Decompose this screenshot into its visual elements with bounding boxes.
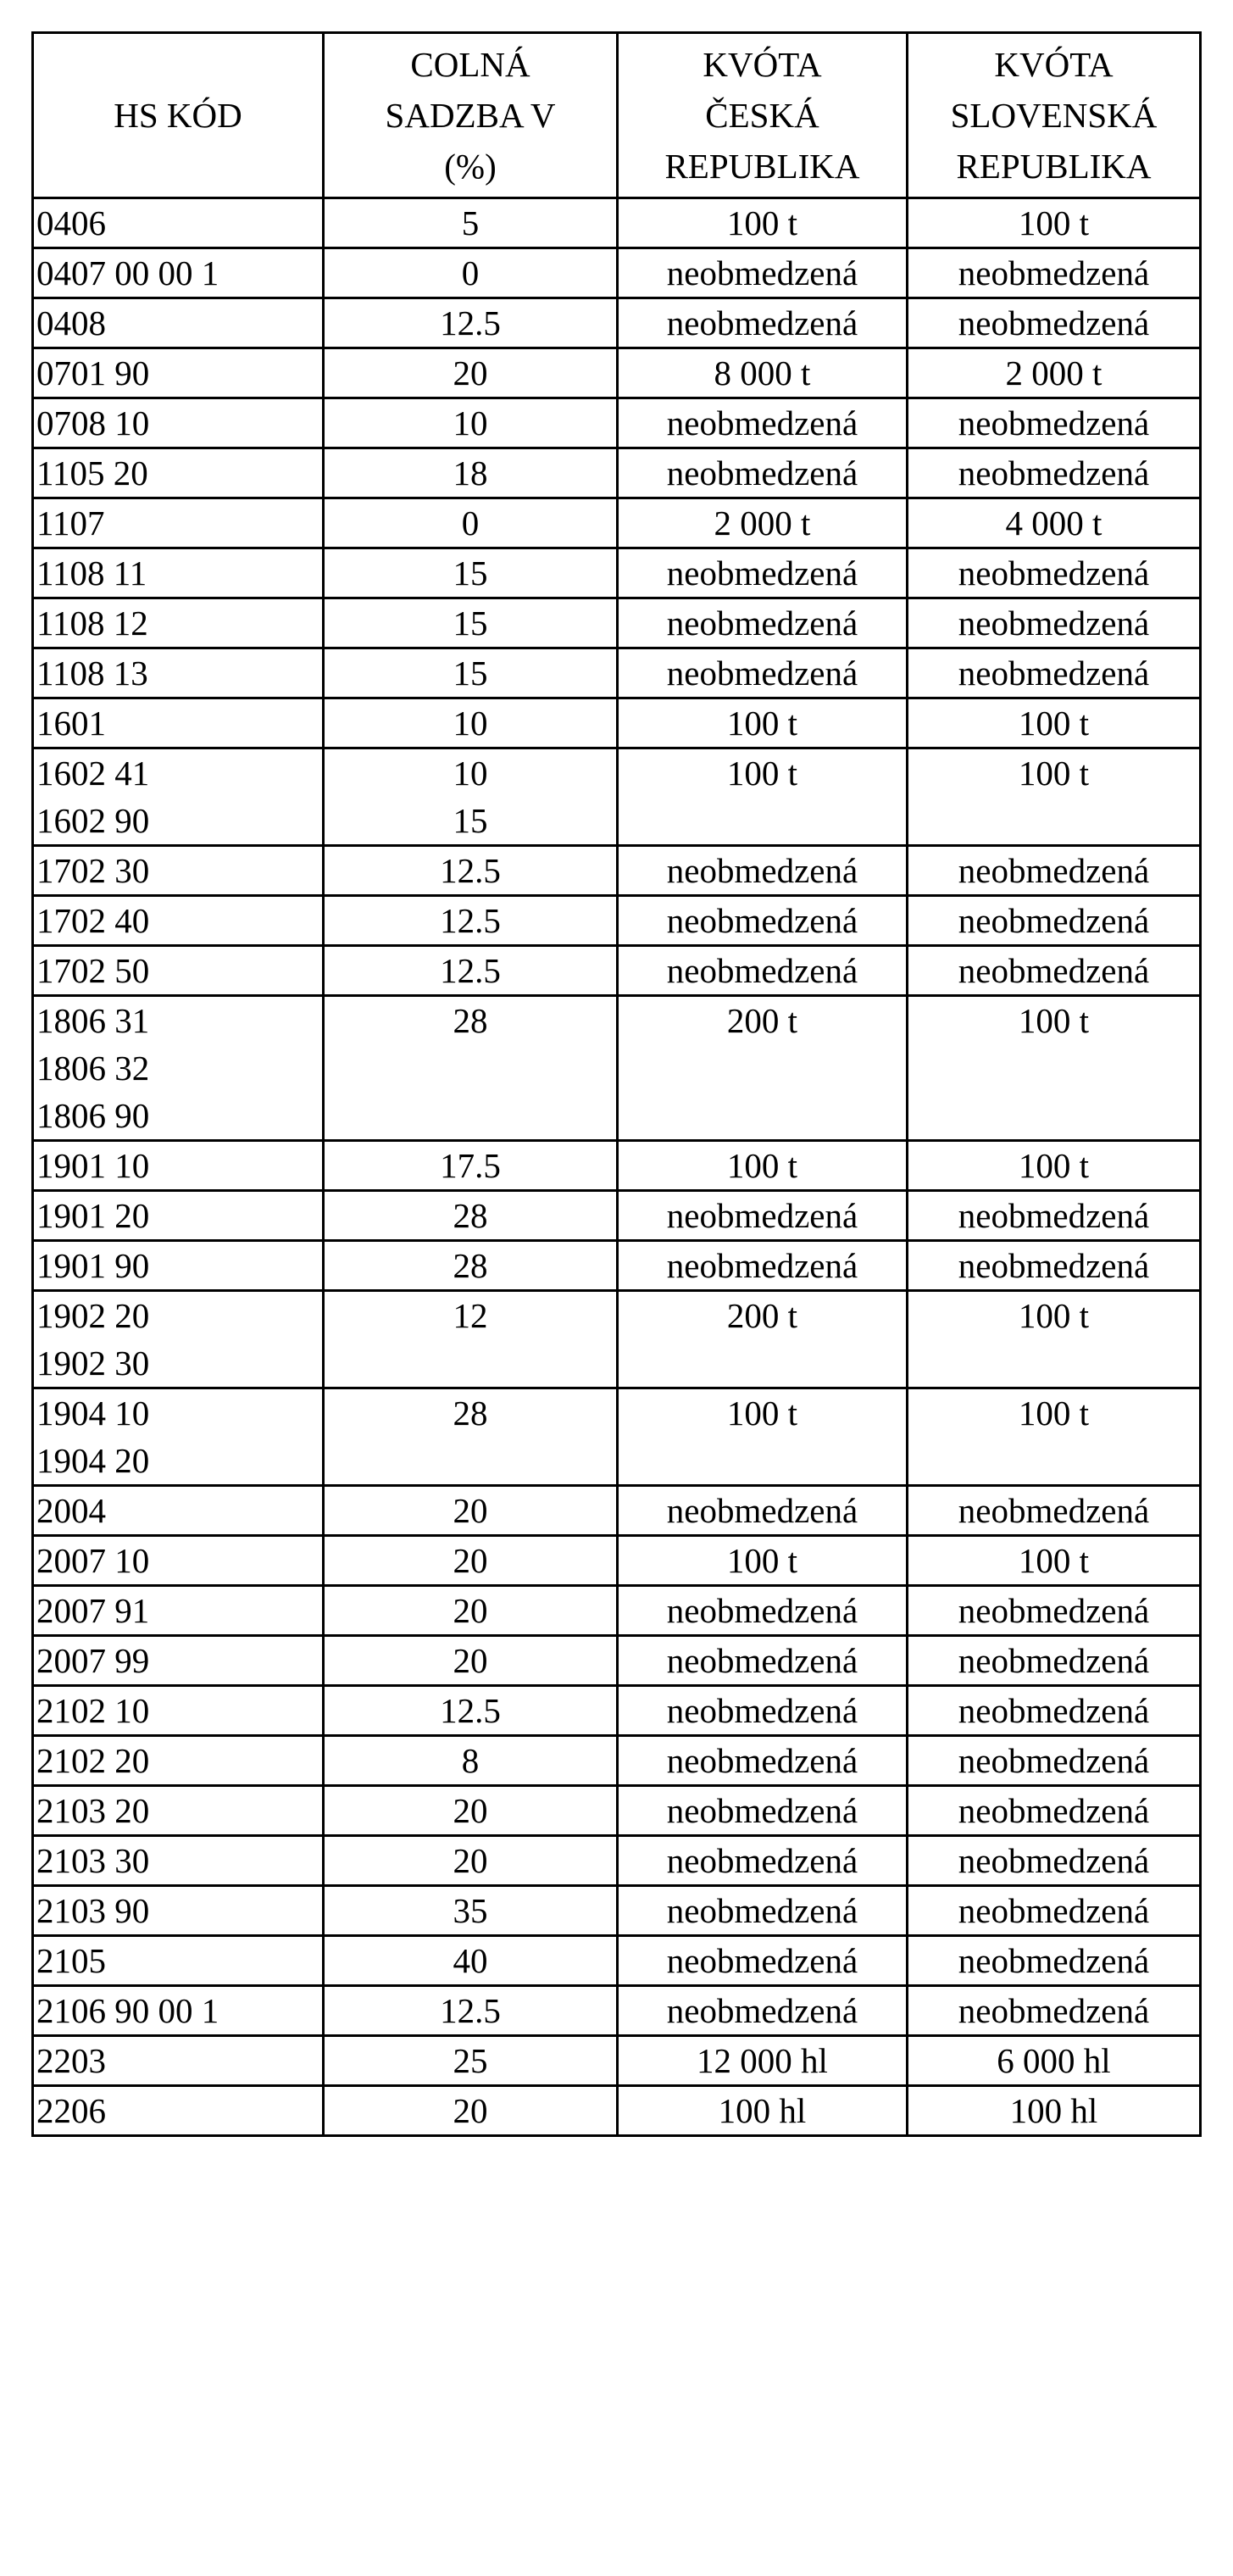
table-row	[33, 198, 1201, 248]
table-row	[33, 698, 1201, 748]
hs-code-cell	[33, 348, 324, 398]
hs-code-cell	[33, 1291, 324, 1388]
hs-code: 1901 20	[36, 1196, 150, 1235]
quota-cz-cell: neobmedzená	[618, 298, 908, 348]
tariff-rate: 28	[453, 1196, 488, 1235]
hs-code-cell	[33, 1636, 324, 1686]
quota-sk-cell: 100 hl	[908, 2086, 1201, 2136]
header-quota-cz	[618, 33, 908, 198]
table-row	[33, 1886, 1201, 1936]
hs-code: 1601	[36, 704, 106, 743]
hs-code: 1702 40	[36, 901, 150, 940]
hs-code: 2007 99	[36, 1641, 150, 1680]
table-row	[33, 946, 1201, 996]
table-row	[33, 748, 1201, 846]
quota-cz-cell: 200 t	[618, 1291, 908, 1388]
hs-code-cell	[33, 448, 324, 498]
quota-cz-cell: neobmedzená	[618, 548, 908, 598]
hs-code: 0708 10	[36, 403, 150, 442]
hs-code-cell	[33, 1686, 324, 1736]
quota-cz-cell: neobmedzená	[618, 1886, 908, 1936]
hs-code: 1904 10	[36, 1394, 150, 1433]
quota-cz-cell: 100 t	[618, 748, 908, 846]
quota-cz-cell: neobmedzená	[618, 598, 908, 648]
quota-cz-cell: 8 000 t	[618, 348, 908, 398]
header-sk-line: REPUBLIKA	[956, 147, 1152, 186]
tariff-rate: 10	[453, 403, 488, 442]
quota-cz-cell: neobmedzená	[618, 946, 908, 996]
tariff-rate: 20	[453, 1641, 488, 1680]
rate-cell	[324, 1241, 618, 1291]
rate-cell	[324, 448, 618, 498]
tariff-rate: 10	[453, 754, 488, 793]
quota-cz-cell: 2 000 t	[618, 498, 908, 548]
rate-cell	[324, 1686, 618, 1736]
hs-code: 1107	[36, 504, 105, 542]
quota-cz-cell: neobmedzená	[618, 448, 908, 498]
hs-code: 2203	[36, 2041, 106, 2080]
quota-sk-cell: neobmedzená	[908, 648, 1201, 698]
hs-code: 1806 90	[36, 1096, 150, 1135]
quota-sk-cell: 100 t	[908, 1291, 1201, 1388]
quota-sk-cell: neobmedzená	[908, 946, 1201, 996]
quota-cz-cell: neobmedzená	[618, 846, 908, 896]
table-row	[33, 548, 1201, 598]
quota-cz-cell: 100 t	[618, 698, 908, 748]
hs-code-cell	[33, 1141, 324, 1191]
hs-code-cell	[33, 1241, 324, 1291]
tariff-rate: 20	[453, 1591, 488, 1630]
tariff-rate: 12.5	[440, 1991, 501, 2030]
table-header	[33, 33, 1201, 198]
quota-cz-cell: neobmedzená	[618, 1586, 908, 1636]
hs-code: 0408	[36, 303, 106, 342]
tariff-rate: 12.5	[440, 1691, 501, 1730]
rate-cell	[324, 648, 618, 698]
table-row	[33, 348, 1201, 398]
hs-code: 2103 90	[36, 1891, 150, 1930]
quota-cz-cell: neobmedzená	[618, 1191, 908, 1241]
tariff-rate: 15	[453, 604, 488, 643]
rate-cell	[324, 1141, 618, 1191]
tariff-rate: 15	[453, 554, 488, 593]
rate-cell	[324, 498, 618, 548]
table-row	[33, 2086, 1201, 2136]
quota-cz-cell: neobmedzená	[618, 1636, 908, 1686]
hs-code-cell	[33, 498, 324, 548]
table-row	[33, 398, 1201, 448]
hs-code-cell	[33, 1388, 324, 1486]
quota-table	[31, 31, 1202, 2137]
rate-cell	[324, 2036, 618, 2086]
hs-code: 2102 10	[36, 1691, 150, 1730]
rate-cell	[324, 1986, 618, 2036]
hs-code: 2004	[36, 1491, 106, 1530]
table-row	[33, 248, 1201, 298]
header-rate-line: (%)	[444, 147, 497, 186]
table-row	[33, 1536, 1201, 1586]
rate-cell	[324, 896, 618, 946]
hs-code: 1702 50	[36, 951, 150, 990]
hs-code: 1108 13	[36, 654, 148, 693]
rate-cell	[324, 1486, 618, 1536]
quota-sk-cell: neobmedzená	[908, 398, 1201, 448]
rate-cell	[324, 1936, 618, 1986]
rate-cell	[324, 298, 618, 348]
hs-code: 0406	[36, 203, 106, 242]
hs-code-cell	[33, 1886, 324, 1936]
quota-sk-cell: neobmedzená	[908, 1886, 1201, 1936]
tariff-rate: 40	[453, 1941, 488, 1980]
hs-code: 1902 20	[36, 1296, 150, 1335]
tariff-rate: 12.5	[440, 901, 501, 940]
hs-code: 1901 10	[36, 1146, 150, 1185]
rate-cell	[324, 1291, 618, 1388]
hs-code: 2105	[36, 1941, 106, 1980]
table-row	[33, 1586, 1201, 1636]
header-quota-sk	[908, 33, 1201, 198]
quota-sk-cell: 100 t	[908, 1536, 1201, 1586]
rate-cell	[324, 548, 618, 598]
table-row	[33, 1291, 1201, 1388]
quota-sk-cell: 4 000 t	[908, 498, 1201, 548]
header-row	[33, 33, 1201, 198]
quota-cz-cell: 100 t	[618, 1141, 908, 1191]
hs-code: 1108 12	[36, 604, 148, 643]
quota-sk-cell: 100 t	[908, 1141, 1201, 1191]
tariff-rate: 28	[453, 1001, 488, 1040]
rate-cell	[324, 846, 618, 896]
hs-code-cell	[33, 1986, 324, 2036]
table-row	[33, 498, 1201, 548]
header-cz-line: ČESKÁ	[705, 96, 819, 135]
quota-sk-cell: neobmedzená	[908, 1786, 1201, 1836]
rate-cell	[324, 748, 618, 846]
hs-code: 1602 90	[36, 801, 150, 840]
quota-sk-cell: neobmedzená	[908, 1191, 1201, 1241]
table-row	[33, 1241, 1201, 1291]
tariff-rate: 8	[461, 1741, 480, 1780]
table-row	[33, 1686, 1201, 1736]
tariff-rate: 15	[453, 801, 488, 840]
table-row	[33, 298, 1201, 348]
table-row	[33, 1986, 1201, 2036]
tariff-rate: 20	[453, 1841, 488, 1880]
quota-cz-cell: neobmedzená	[618, 1786, 908, 1836]
header-sk-line: KVÓTA	[994, 45, 1114, 84]
header-hs-code-label: HS KÓD	[114, 96, 242, 135]
hs-code-cell	[33, 1836, 324, 1886]
tariff-rate: 20	[453, 1791, 488, 1830]
hs-code: 2007 10	[36, 1541, 150, 1580]
hs-code: 2102 20	[36, 1741, 150, 1780]
rate-cell	[324, 698, 618, 748]
header-sk-line: SLOVENSKÁ	[950, 96, 1158, 135]
quota-sk-cell: 100 t	[908, 748, 1201, 846]
quota-sk-cell: neobmedzená	[908, 548, 1201, 598]
quota-cz-cell: 100 hl	[618, 2086, 908, 2136]
quota-sk-cell: neobmedzená	[908, 298, 1201, 348]
hs-code: 2007 91	[36, 1591, 150, 1630]
rate-cell	[324, 946, 618, 996]
rate-cell	[324, 1388, 618, 1486]
tariff-rate: 12.5	[440, 951, 501, 990]
hs-code: 1901 90	[36, 1246, 150, 1285]
header-rate-line: SADZBA V	[385, 96, 556, 135]
tariff-rate: 28	[453, 1394, 488, 1433]
rate-cell	[324, 398, 618, 448]
hs-code-cell	[33, 598, 324, 648]
quota-cz-cell: neobmedzená	[618, 648, 908, 698]
table-row	[33, 1836, 1201, 1886]
quota-sk-cell: neobmedzená	[908, 1241, 1201, 1291]
table-row	[33, 1486, 1201, 1536]
quota-cz-cell: neobmedzená	[618, 248, 908, 298]
tariff-rate: 28	[453, 1246, 488, 1285]
hs-code-cell	[33, 248, 324, 298]
quota-cz-cell: 100 t	[618, 198, 908, 248]
hs-code: 1806 31	[36, 1001, 150, 1040]
quota-cz-cell: 12 000 hl	[618, 2036, 908, 2086]
quota-cz-cell: 200 t	[618, 996, 908, 1141]
hs-code-cell	[33, 398, 324, 448]
quota-sk-cell: neobmedzená	[908, 1836, 1201, 1886]
hs-code-cell	[33, 198, 324, 248]
hs-code: 2103 20	[36, 1791, 150, 1830]
hs-code-cell	[33, 1486, 324, 1536]
table-row	[33, 846, 1201, 896]
quota-sk-cell: neobmedzená	[908, 846, 1201, 896]
quota-cz-cell: neobmedzená	[618, 398, 908, 448]
hs-code-cell	[33, 698, 324, 748]
tariff-rate: 17.5	[440, 1146, 501, 1185]
quota-cz-cell: neobmedzená	[618, 1736, 908, 1786]
table-row	[33, 598, 1201, 648]
tariff-rate: 0	[461, 253, 480, 292]
tariff-rate: 20	[453, 2091, 488, 2130]
rate-cell	[324, 1786, 618, 1836]
document-page	[31, 31, 1199, 2137]
quota-sk-cell: neobmedzená	[908, 1486, 1201, 1536]
rate-cell	[324, 2086, 618, 2136]
rate-cell	[324, 1636, 618, 1686]
quota-cz-cell: neobmedzená	[618, 1936, 908, 1986]
rate-cell	[324, 1886, 618, 1936]
tariff-rate: 12.5	[440, 303, 501, 342]
quota-sk-cell: neobmedzená	[908, 598, 1201, 648]
hs-code: 1108 11	[36, 554, 147, 593]
hs-code-cell	[33, 548, 324, 598]
hs-code-cell	[33, 1736, 324, 1786]
tariff-rate: 15	[453, 654, 488, 693]
hs-code-cell	[33, 946, 324, 996]
hs-code-cell	[33, 648, 324, 698]
quota-cz-cell: neobmedzená	[618, 1686, 908, 1736]
tariff-rate: 20	[453, 1491, 488, 1530]
quota-sk-cell: neobmedzená	[908, 1636, 1201, 1686]
quota-cz-cell: neobmedzená	[618, 896, 908, 946]
header-rate	[324, 33, 618, 198]
tariff-rate: 35	[453, 1891, 488, 1930]
quota-cz-cell: neobmedzená	[618, 1836, 908, 1886]
quota-sk-cell: 2 000 t	[908, 348, 1201, 398]
quota-sk-cell: neobmedzená	[908, 1686, 1201, 1736]
quota-sk-cell: 100 t	[908, 996, 1201, 1141]
hs-code: 0701 90	[36, 353, 150, 392]
quota-sk-cell: 6 000 hl	[908, 2036, 1201, 2086]
hs-code: 1806 32	[36, 1049, 150, 1088]
table-row	[33, 896, 1201, 946]
quota-sk-cell: neobmedzená	[908, 1936, 1201, 1986]
table-body	[33, 198, 1201, 2136]
table-row	[33, 1141, 1201, 1191]
hs-code-cell	[33, 1786, 324, 1836]
hs-code: 1902 30	[36, 1344, 150, 1383]
header-rate-line: COLNÁ	[410, 45, 530, 84]
header-cz-line: KVÓTA	[703, 45, 822, 84]
quota-sk-cell: 100 t	[908, 198, 1201, 248]
hs-code-cell	[33, 298, 324, 348]
table-row	[33, 1388, 1201, 1486]
hs-code: 0407 00 00 1	[36, 253, 219, 292]
table-row	[33, 996, 1201, 1141]
hs-code-cell	[33, 996, 324, 1141]
quota-sk-cell: neobmedzená	[908, 248, 1201, 298]
rate-cell	[324, 348, 618, 398]
header-cz-line: REPUBLIKA	[664, 147, 860, 186]
quota-sk-cell: neobmedzená	[908, 448, 1201, 498]
hs-code: 1105 20	[36, 453, 148, 492]
tariff-rate: 18	[453, 453, 488, 492]
quota-sk-cell: neobmedzená	[908, 1586, 1201, 1636]
table-row	[33, 1936, 1201, 1986]
quota-cz-cell: neobmedzená	[618, 1486, 908, 1536]
quota-cz-cell: neobmedzená	[618, 1986, 908, 2036]
hs-code-cell	[33, 846, 324, 896]
table-row	[33, 1636, 1201, 1686]
table-row	[33, 1736, 1201, 1786]
rate-cell	[324, 1736, 618, 1786]
quota-sk-cell: neobmedzená	[908, 896, 1201, 946]
tariff-rate: 0	[461, 504, 480, 542]
tariff-rate: 5	[461, 203, 480, 242]
hs-code: 1904 20	[36, 1441, 150, 1480]
hs-code-cell	[33, 1936, 324, 1986]
hs-code: 2103 30	[36, 1841, 150, 1880]
rate-cell	[324, 1836, 618, 1886]
quota-sk-cell: neobmedzená	[908, 1986, 1201, 2036]
table-row	[33, 1191, 1201, 1241]
hs-code: 2106 90 00 1	[36, 1991, 219, 2030]
table-row	[33, 2036, 1201, 2086]
quota-sk-cell: neobmedzená	[908, 1736, 1201, 1786]
hs-code-cell	[33, 1536, 324, 1586]
tariff-rate: 25	[453, 2041, 488, 2080]
hs-code: 1602 41	[36, 754, 150, 793]
hs-code-cell	[33, 2036, 324, 2086]
table-row	[33, 1786, 1201, 1836]
hs-code-cell	[33, 1586, 324, 1636]
rate-cell	[324, 198, 618, 248]
quota-sk-cell: 100 t	[908, 698, 1201, 748]
rate-cell	[324, 1536, 618, 1586]
hs-code-cell	[33, 2086, 324, 2136]
tariff-rate: 20	[453, 353, 488, 392]
table-row	[33, 448, 1201, 498]
tariff-rate: 12	[453, 1296, 488, 1335]
hs-code: 1702 30	[36, 851, 150, 890]
hs-code-cell	[33, 896, 324, 946]
rate-cell	[324, 1586, 618, 1636]
hs-code-cell	[33, 1191, 324, 1241]
tariff-rate: 20	[453, 1541, 488, 1580]
hs-code: 2206	[36, 2091, 106, 2130]
quota-cz-cell: 100 t	[618, 1388, 908, 1486]
table-row	[33, 648, 1201, 698]
tariff-rate: 10	[453, 704, 488, 743]
tariff-rate: 12.5	[440, 851, 501, 890]
rate-cell	[324, 248, 618, 298]
quota-cz-cell: neobmedzená	[618, 1241, 908, 1291]
quota-cz-cell: 100 t	[618, 1536, 908, 1586]
hs-code-cell	[33, 748, 324, 846]
header-hs-code	[33, 33, 324, 198]
rate-cell	[324, 1191, 618, 1241]
rate-cell	[324, 598, 618, 648]
quota-sk-cell: 100 t	[908, 1388, 1201, 1486]
rate-cell	[324, 996, 618, 1141]
